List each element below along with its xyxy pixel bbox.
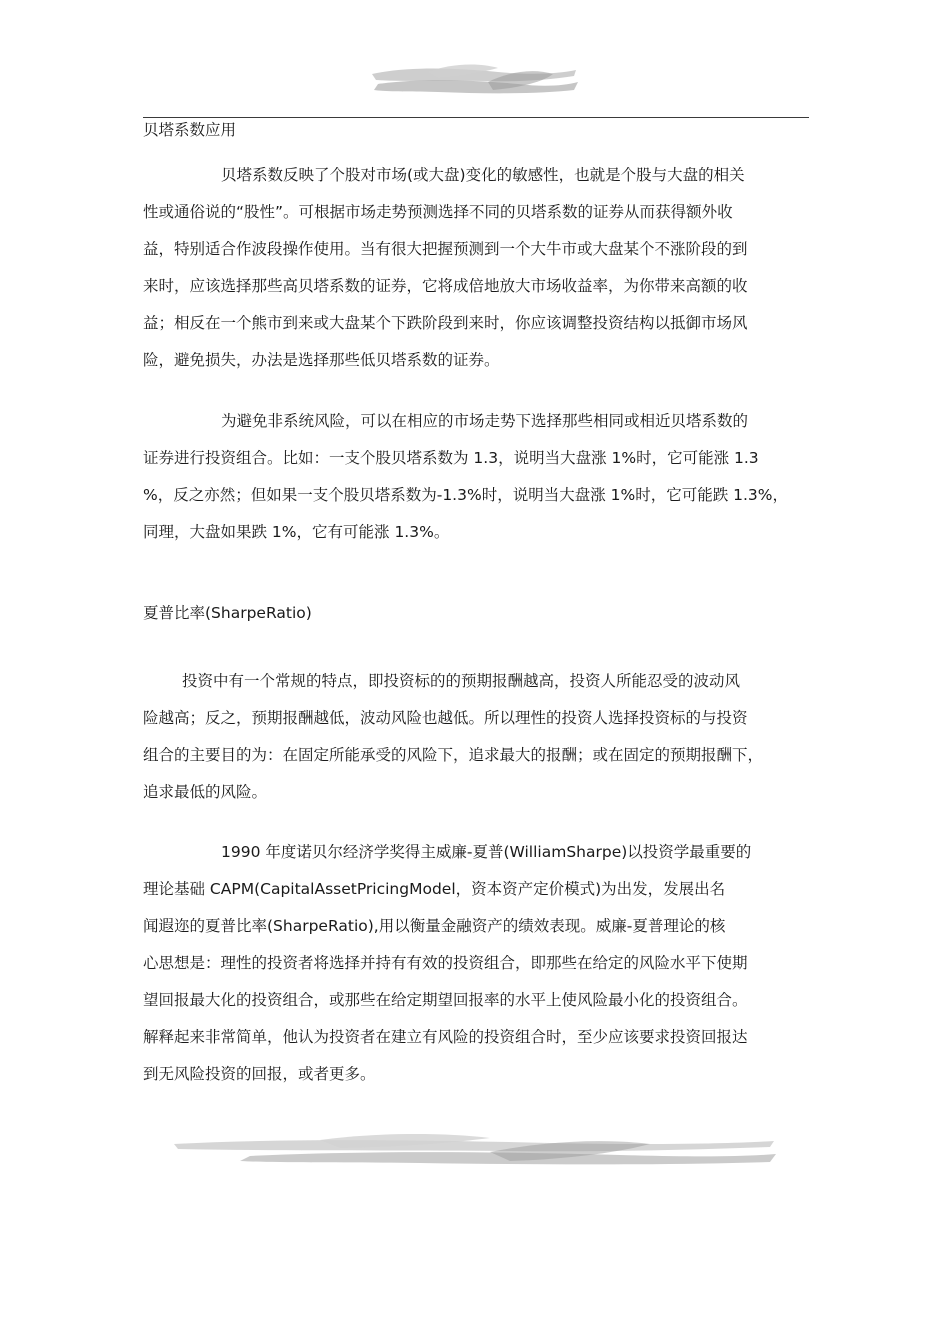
paragraph-line: 到无风险投资的回报，或者更多。 (143, 1065, 376, 1083)
paragraph-line: 组合的主要目的为：在固定所能承受的风险下，追求最大的报酬；或在固定的预期报酬下， (143, 746, 764, 764)
paragraph-line: 来时，应该选择那些高贝塔系数的证券，它将成倍地放大市场收益率，为你带来高额的收 (143, 277, 748, 295)
paragraph-beta-application (143, 157, 813, 379)
brush-stroke-header-decoration (368, 60, 580, 102)
paragraph-line: 1990 年度诺贝尔经济学奖得主威廉-夏普(WilliamSharpe)以投资学最重要的 (221, 843, 752, 861)
paragraph-line: 证券进行投资组合。比如：一支个股贝塔系数为 1.3，说明当大盘涨 1%时，它可能涨 1.3 (143, 449, 759, 467)
paragraph-risk-return (143, 663, 813, 811)
paragraph-line: 为避免非系统风险，可以在相应的市场走势下选择那些相同或相近贝塔系数的 (221, 412, 749, 430)
paragraph-line: 性或通俗说的“股性”。可根据市场走势预测选择不同的贝塔系数的证券从而获得额外收 (143, 203, 733, 221)
paragraph-line: 闻遐迩的夏普比率(SharpeRatio),用以衡量金融资产的绩效表现。威廉-夏普理论的核 (143, 917, 726, 935)
paragraph-line: 解释起来非常简单，他认为投资者在建立有风险的投资组合时，至少应该要求投资回报达 (143, 1028, 748, 1046)
paragraph-line: 险越高；反之，预期报酬越低，波动风险也越低。所以理性的投资人选择投资标的与投资 (143, 709, 748, 727)
header-rule (143, 117, 809, 118)
section-heading-beta: 贝塔系数应用 (143, 121, 237, 139)
section-heading-sharpe: 夏普比率(SharpeRatio) (143, 604, 312, 622)
paragraph-line: 益，特别适合作波段操作使用。当有很大把握预测到一个大牛市或大盘某个不涨阶段的到 (143, 240, 748, 258)
paragraph-line: 理论基础 CAPM(CapitalAssetPricingModel，资本资产定价模式)为出发，发展出名 (143, 880, 726, 898)
paragraph-line: 益；相反在一个熊市到来或大盘某个下跌阶段到来时，你应该调整投资结构以抵御市场风 (143, 314, 748, 332)
paragraph-line: 投资中有一个常规的特点，即投资标的的预期报酬越高，投资人所能忍受的波动风 (182, 672, 741, 690)
paragraph-line: 望回报最大化的投资组合，或那些在给定期望回报率的水平上使风险最小化的投资组合。 (143, 991, 748, 1009)
brush-stroke-footer-decoration (170, 1130, 780, 1172)
paragraph-line: 同理，大盘如果跌 1%，它有可能涨 1.3%。 (143, 523, 450, 541)
paragraph-line: 险，避免损失，办法是选择那些低贝塔系数的证券。 (143, 351, 500, 369)
paragraph-line: 心思想是：理性的投资者将选择并持有有效的投资组合，即那些在给定的风险水平下使期 (143, 954, 748, 972)
paragraph-beta-portfolio (143, 403, 813, 551)
paragraph-sharpe-theory (143, 834, 813, 1093)
paragraph-line: 追求最低的风险。 (143, 783, 268, 801)
paragraph-line: %，反之亦然；但如果一支个股贝塔系数为-1.3%时，说明当大盘涨 1%时，它可能跌 1.3%， (143, 486, 789, 504)
paragraph-line: 贝塔系数反映了个股对市场(或大盘)变化的敏感性，也就是个股与大盘的相关 (221, 166, 745, 184)
